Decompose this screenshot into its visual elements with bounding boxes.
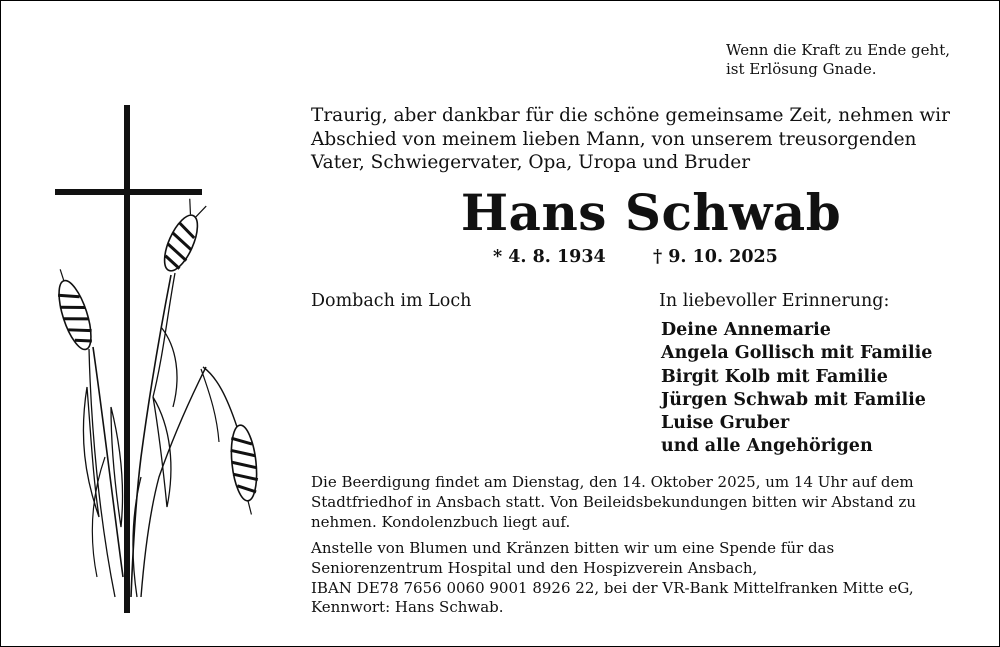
funeral-notice — [311, 473, 991, 532]
mourner-name: und alle Angehörigen — [661, 436, 873, 457]
residence-place: Dombach im Loch — [311, 291, 472, 311]
intro-line: Traurig, aber dankbar für die schöne gemeinsame Zeit, nehmen wir — [311, 105, 950, 126]
death-date: † 9. 10. 2025 — [653, 247, 778, 267]
funeral-line: Stadtfriedhof in Ansbach statt. Von Beileidsbekundungen bitten wir Abstand zu — [311, 492, 917, 511]
donation-line: Seniorenzentrum Hospital und den Hospizverein Ansbach, — [311, 558, 758, 577]
motto-line: ist Erlösung Gnade. — [726, 60, 877, 78]
intro-line: Vater, Schwiegervater, Opa, Uropa und Bruder — [311, 152, 751, 173]
intro-line: Abschied von meinem lieben Mann, von unserem treusorgenden — [311, 128, 917, 150]
donation-notice — [311, 539, 991, 618]
mourner-name: Jürgen Schwab mit Familie — [661, 389, 926, 410]
motto-line: Wenn die Kraft zu Ende geht, — [726, 41, 950, 59]
donation-line: Anstelle von Blumen und Kränzen bitten wir um eine Spende für das — [311, 539, 835, 557]
funeral-line: Die Beerdigung findet am Dienstag, den 14. Oktober 2025, um 14 Uhr auf dem — [311, 473, 914, 491]
deceased-name: Hans Schwab — [460, 183, 842, 242]
mourner-name: Birgit Kolb mit Familie — [661, 366, 888, 387]
motto-quote — [726, 41, 950, 79]
mourner-name: Angela Gollisch mit Familie — [661, 343, 933, 364]
donation-line: IBAN DE78 7656 0060 9001 8926 22, bei der VR-Bank Mittelfranken Mitte eG, — [311, 578, 914, 597]
mourner-name: Luise Gruber — [661, 413, 790, 434]
birth-date: * 4. 8. 1934 — [493, 247, 606, 267]
cross-with-wheat-icon — [41, 97, 271, 617]
mourner-name: Deine Annemarie — [661, 320, 831, 340]
intro-text — [311, 104, 991, 175]
mourners-list — [661, 319, 932, 459]
memory-heading: In liebevoller Erinnerung: — [659, 291, 890, 311]
funeral-line: nehmen. Kondolenzbuch liegt auf. — [311, 512, 571, 531]
donation-line: Kennwort: Hans Schwab. — [311, 598, 504, 617]
